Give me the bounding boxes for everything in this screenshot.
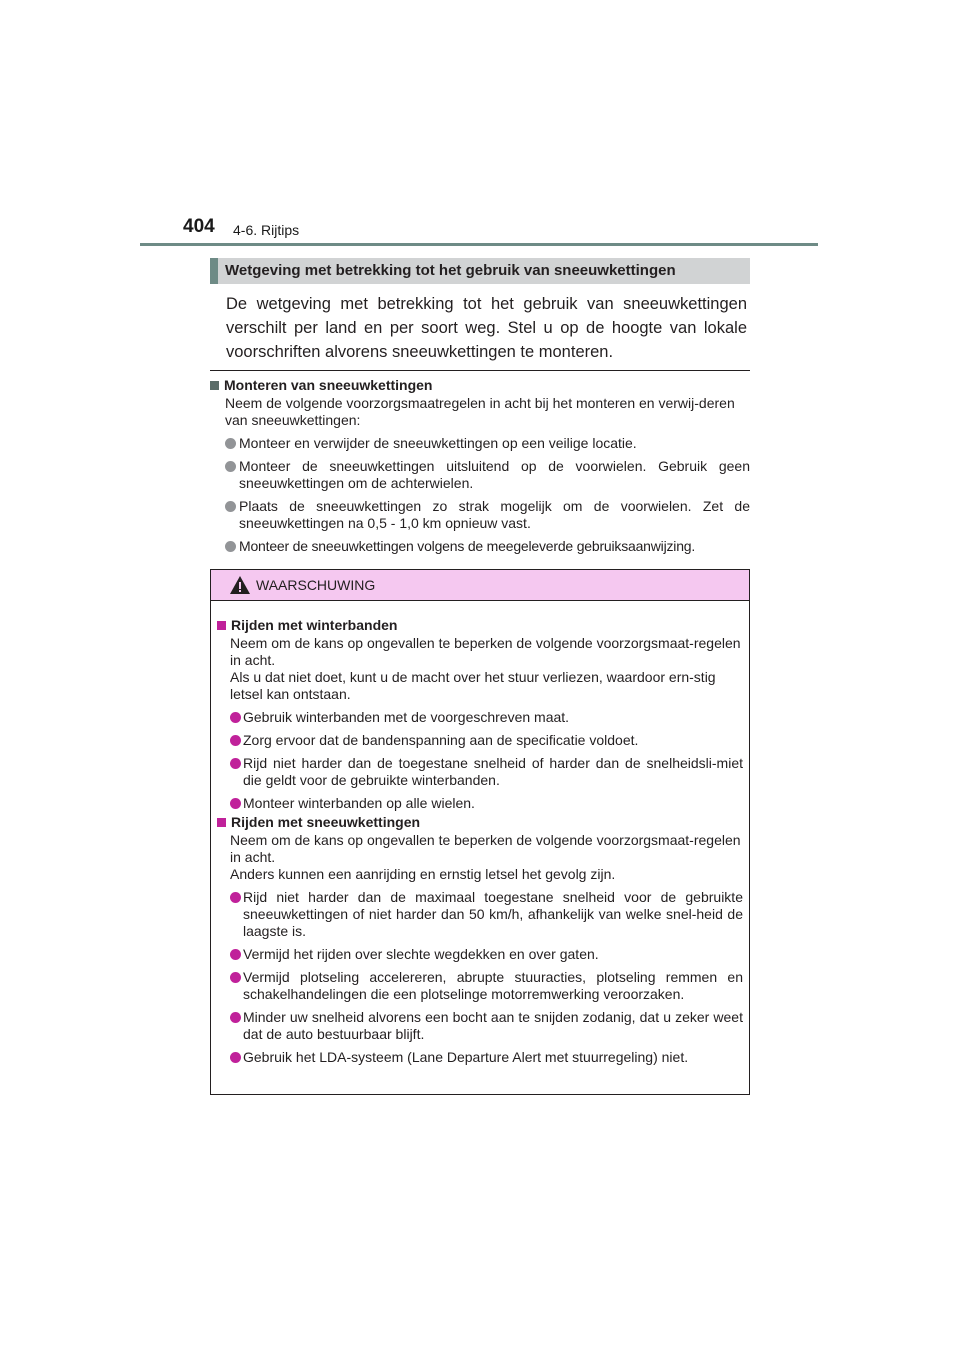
square-bullet-icon — [217, 621, 226, 630]
warning-box — [210, 569, 750, 1095]
bullet-icon — [230, 1052, 241, 1063]
bullet-icon — [225, 541, 236, 552]
sub-heading: Rijden met winterbanden — [217, 617, 743, 634]
divider — [210, 370, 750, 371]
sub-heading: Monteren van sneeuwkettingen — [210, 377, 750, 394]
bullet-icon — [225, 438, 236, 449]
bullet-icon — [230, 798, 241, 809]
list-item: Monteer de sneeuwkettingen volgens de meegeleverde gebruiksaanwijzing. — [210, 538, 750, 555]
list-item: Monteer de sneeuwkettingen uitsluitend op de voorwielen. Gebruik geen sneeuwkettingen om de achterwielen. — [210, 458, 750, 492]
section-title: Wetgeving met betrekking tot het gebruik van sneeuwkettingen — [210, 258, 750, 284]
mounting-section — [210, 377, 750, 555]
list-item: Gebruik winterbanden met de voorgeschreven maat. — [217, 709, 743, 726]
square-bullet-icon — [217, 818, 226, 827]
intro-paragraph: De wetgeving met betrekking tot het gebruik van sneeuwkettingen verschilt per land en per soort weg. Stel u op de hoogte van lokale voorschriften alvorens sneeuwkettingen te monteren. — [226, 295, 747, 361]
list-item: Rijd niet harder dan de toegestane snelheid of harder dan de snelheidsli-miet die geldt voor de gebruikte winterbanden. — [217, 755, 743, 789]
warning-title: WAARSCHUWING — [256, 577, 376, 593]
bullet-icon — [225, 461, 236, 472]
list-item: Plaats de sneeuwkettingen zo strak mogelijk om de voorwielen. Zet de sneeuwkettingen na 0,5 - 1,0 km opnieuw vast. — [210, 498, 750, 532]
sub-heading: Rijden met sneeuwkettingen — [217, 814, 743, 831]
list-item: Gebruik het LDA-systeem (Lane Departure Alert met stuurregeling) niet. — [217, 1049, 743, 1066]
bullet-icon — [230, 735, 241, 746]
warning-body — [211, 601, 749, 1066]
warning-header — [211, 570, 749, 601]
list-item: Rijd niet harder dan de maximaal toegestane snelheid voor de gebruikte sneeuwkettingen of niet harder dan 50 km/h, afhankelijk van welke snel-heid de laagste is. — [217, 889, 743, 940]
bullet-icon — [225, 501, 236, 512]
list-item: Zorg ervoor dat de bandenspanning aan de specificatie voldoet. — [217, 732, 743, 749]
bullet-icon — [230, 712, 241, 723]
list-item: Monteer en verwijder de sneeuwkettingen op een veilige locatie. — [210, 435, 750, 452]
bullet-icon — [230, 972, 241, 983]
list-item: Minder uw snelheid alvorens een bocht aan te snijden zodanig, dat u zeker weet dat de auto bestuurbaar blijft. — [217, 1009, 743, 1043]
warning-text: Neem om de kans op ongevallen te beperken de volgende voorzorgsmaat-regelen in acht. — [230, 832, 741, 865]
warning-text: Anders kunnen een aanrijding en ernstig letsel het gevolg zijn. — [230, 866, 616, 882]
page-number: 404 — [183, 216, 215, 237]
warning-text: Als u dat niet doet, kunt u de macht over het stuur verliezen, waardoor ern-stig letsel kan ontstaan. — [230, 669, 716, 702]
list-item: Vermijd plotseling accelereren, abrupte stuuracties, plotseling remmen en schakelhandelingen die een plotselinge motorremwerking veroorzaken. — [217, 969, 743, 1003]
section-label: 4-6. Rijtips — [233, 222, 300, 238]
warning-text: Neem om de kans op ongevallen te beperken de volgende voorzorgsmaat-regelen in acht. — [230, 635, 741, 668]
bullet-icon — [230, 949, 241, 960]
header-rule — [140, 243, 818, 246]
bullet-icon — [230, 1012, 241, 1023]
list-item: Monteer winterbanden op alle wielen. — [217, 795, 743, 812]
bullet-icon — [230, 758, 241, 769]
bullet-icon — [230, 892, 241, 903]
square-bullet-icon — [210, 381, 219, 390]
warning-icon — [229, 575, 251, 595]
mounting-text: Neem de volgende voorzorgsmaatregelen in acht bij het monteren en verwij-deren van sneeuwkettingen: — [225, 395, 735, 428]
list-item: Vermijd het rijden over slechte wegdekken en over gaten. — [217, 946, 743, 963]
